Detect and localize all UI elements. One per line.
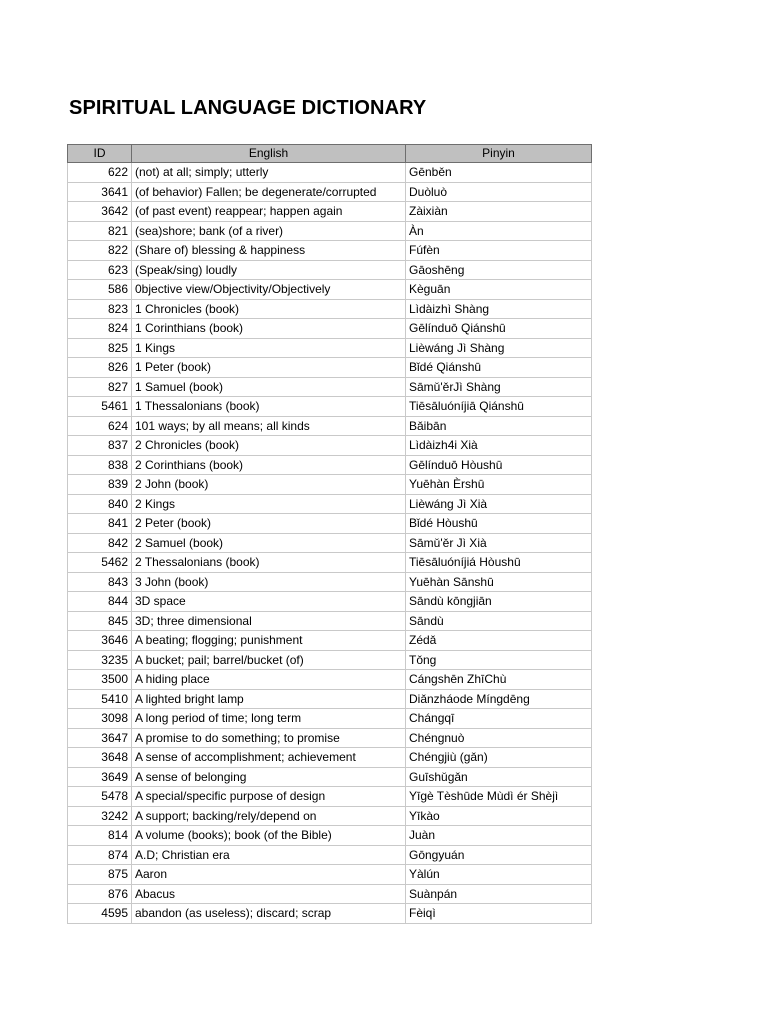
cell-id: 845 bbox=[68, 611, 132, 631]
cell-pinyin: Bǎibān bbox=[406, 416, 592, 436]
table-row bbox=[68, 748, 592, 768]
cell-pinyin: Diǎnzháode Míngdēng bbox=[406, 689, 592, 709]
cell-english: A.D; Christian era bbox=[132, 845, 406, 865]
table-row bbox=[68, 904, 592, 924]
cell-pinyin: Gōngyuán bbox=[406, 845, 592, 865]
table-row bbox=[68, 689, 592, 709]
header-english: English bbox=[132, 145, 406, 163]
cell-id: 3500 bbox=[68, 670, 132, 690]
cell-id: 824 bbox=[68, 319, 132, 339]
table-row bbox=[68, 670, 592, 690]
cell-pinyin: Àn bbox=[406, 221, 592, 241]
cell-pinyin: Sāndù bbox=[406, 611, 592, 631]
cell-id: 843 bbox=[68, 572, 132, 592]
cell-pinyin: Sāmǔ'ěr Jì Xià bbox=[406, 533, 592, 553]
cell-id: 842 bbox=[68, 533, 132, 553]
table-row bbox=[68, 572, 592, 592]
cell-id: 3642 bbox=[68, 202, 132, 222]
cell-english: A sense of accomplishment; achievement bbox=[132, 748, 406, 768]
cell-pinyin: Zàixiàn bbox=[406, 202, 592, 222]
cell-english: (not) at all; simply; utterly bbox=[132, 163, 406, 183]
cell-id: 821 bbox=[68, 221, 132, 241]
cell-id: 823 bbox=[68, 299, 132, 319]
cell-pinyin: Yuēhàn Èrshū bbox=[406, 475, 592, 495]
cell-pinyin: Gēnběn bbox=[406, 163, 592, 183]
cell-english: 2 John (book) bbox=[132, 475, 406, 495]
header-pinyin: Pinyin bbox=[406, 145, 592, 163]
cell-english: 2 Peter (book) bbox=[132, 514, 406, 534]
cell-english: 2 Kings bbox=[132, 494, 406, 514]
cell-pinyin: Bǐdé Qiánshū bbox=[406, 358, 592, 378]
cell-english: abandon (as useless); discard; scrap bbox=[132, 904, 406, 924]
cell-english: A hiding place bbox=[132, 670, 406, 690]
cell-id: 838 bbox=[68, 455, 132, 475]
cell-pinyin: Lièwáng Jì Shàng bbox=[406, 338, 592, 358]
cell-id: 624 bbox=[68, 416, 132, 436]
cell-english: 2 Samuel (book) bbox=[132, 533, 406, 553]
cell-pinyin: Zédǎ bbox=[406, 631, 592, 651]
cell-pinyin: Yīkào bbox=[406, 806, 592, 826]
cell-pinyin: Chángqī bbox=[406, 709, 592, 729]
cell-pinyin: Suànpán bbox=[406, 884, 592, 904]
cell-id: 3647 bbox=[68, 728, 132, 748]
table-row bbox=[68, 319, 592, 339]
cell-english: 2 Thessalonians (book) bbox=[132, 553, 406, 573]
cell-pinyin: Gēlínduō Hòushū bbox=[406, 455, 592, 475]
table-row bbox=[68, 611, 592, 631]
cell-pinyin: Kèguān bbox=[406, 280, 592, 300]
cell-pinyin: Juàn bbox=[406, 826, 592, 846]
table-row bbox=[68, 787, 592, 807]
cell-id: 822 bbox=[68, 241, 132, 261]
cell-id: 3641 bbox=[68, 182, 132, 202]
table-row bbox=[68, 416, 592, 436]
cell-id: 622 bbox=[68, 163, 132, 183]
table-row bbox=[68, 592, 592, 612]
table-row bbox=[68, 884, 592, 904]
table-row bbox=[68, 845, 592, 865]
table-row bbox=[68, 202, 592, 222]
cell-english: (of past event) reappear; happen again bbox=[132, 202, 406, 222]
cell-id: 874 bbox=[68, 845, 132, 865]
cell-english: 1 Thessalonians (book) bbox=[132, 397, 406, 417]
cell-english: A long period of time; long term bbox=[132, 709, 406, 729]
table-row bbox=[68, 163, 592, 183]
table-row bbox=[68, 709, 592, 729]
cell-id: 839 bbox=[68, 475, 132, 495]
cell-id: 827 bbox=[68, 377, 132, 397]
dictionary-table bbox=[67, 144, 592, 924]
table-row bbox=[68, 767, 592, 787]
cell-english: 1 Kings bbox=[132, 338, 406, 358]
cell-english: 3D; three dimensional bbox=[132, 611, 406, 631]
table-row bbox=[68, 397, 592, 417]
cell-english: A bucket; pail; barrel/bucket (of) bbox=[132, 650, 406, 670]
cell-pinyin: Duòluò bbox=[406, 182, 592, 202]
table-row bbox=[68, 299, 592, 319]
cell-id: 844 bbox=[68, 592, 132, 612]
cell-english: Aaron bbox=[132, 865, 406, 885]
cell-pinyin: Guīshǔgǎn bbox=[406, 767, 592, 787]
cell-english: 1 Samuel (book) bbox=[132, 377, 406, 397]
cell-pinyin: Fèiqì bbox=[406, 904, 592, 924]
cell-english: 3D space bbox=[132, 592, 406, 612]
table-row bbox=[68, 436, 592, 456]
cell-english: A support; backing/rely/depend on bbox=[132, 806, 406, 826]
cell-id: 825 bbox=[68, 338, 132, 358]
cell-pinyin: Gāoshēng bbox=[406, 260, 592, 280]
table-header-row bbox=[68, 145, 592, 163]
cell-english: 3 John (book) bbox=[132, 572, 406, 592]
cell-english: 0bjective view/Objectivity/Objectively bbox=[132, 280, 406, 300]
cell-pinyin: Bǐdé Hòushū bbox=[406, 514, 592, 534]
cell-pinyin: Sāmǔ'ěrJì Shàng bbox=[406, 377, 592, 397]
cell-pinyin: Yīgè Tèshūde Mùdì ér Shèjì bbox=[406, 787, 592, 807]
table-row bbox=[68, 826, 592, 846]
cell-pinyin: Lìdàizh4i Xià bbox=[406, 436, 592, 456]
cell-english: A promise to do something; to promise bbox=[132, 728, 406, 748]
cell-id: 5410 bbox=[68, 689, 132, 709]
cell-english: A volume (books); book (of the Bible) bbox=[132, 826, 406, 846]
cell-id: 5462 bbox=[68, 553, 132, 573]
cell-english: 1 Corinthians (book) bbox=[132, 319, 406, 339]
cell-english: (Share of) blessing & happiness bbox=[132, 241, 406, 261]
cell-id: 3235 bbox=[68, 650, 132, 670]
cell-id: 3648 bbox=[68, 748, 132, 768]
cell-english: 101 ways; by all means; all kinds bbox=[132, 416, 406, 436]
table-row bbox=[68, 280, 592, 300]
cell-pinyin: Chéngjiù (gǎn) bbox=[406, 748, 592, 768]
table-row bbox=[68, 455, 592, 475]
table-row bbox=[68, 631, 592, 651]
cell-id: 4595 bbox=[68, 904, 132, 924]
table-row bbox=[68, 728, 592, 748]
cell-english: 1 Chronicles (book) bbox=[132, 299, 406, 319]
document-title: SPIRITUAL LANGUAGE DICTIONARY bbox=[69, 97, 427, 119]
cell-english: A sense of belonging bbox=[132, 767, 406, 787]
table-row bbox=[68, 650, 592, 670]
cell-id: 3649 bbox=[68, 767, 132, 787]
table-row bbox=[68, 865, 592, 885]
table-row bbox=[68, 260, 592, 280]
cell-id: 586 bbox=[68, 280, 132, 300]
cell-id: 875 bbox=[68, 865, 132, 885]
header-id: ID bbox=[68, 145, 132, 163]
table-row bbox=[68, 533, 592, 553]
table-row bbox=[68, 241, 592, 261]
cell-pinyin: Chéngnuò bbox=[406, 728, 592, 748]
table-row bbox=[68, 182, 592, 202]
table-row bbox=[68, 358, 592, 378]
cell-id: 840 bbox=[68, 494, 132, 514]
table-row bbox=[68, 338, 592, 358]
cell-id: 837 bbox=[68, 436, 132, 456]
cell-id: 3098 bbox=[68, 709, 132, 729]
cell-id: 5461 bbox=[68, 397, 132, 417]
cell-pinyin: Lièwáng Jì Xià bbox=[406, 494, 592, 514]
cell-english: A beating; flogging; punishment bbox=[132, 631, 406, 651]
cell-english: 2 Chronicles (book) bbox=[132, 436, 406, 456]
cell-english: 2 Corinthians (book) bbox=[132, 455, 406, 475]
cell-english: A lighted bright lamp bbox=[132, 689, 406, 709]
cell-pinyin: Cángshēn ZhīChù bbox=[406, 670, 592, 690]
cell-pinyin: Tiēsāluóníjiá Hòushū bbox=[406, 553, 592, 573]
cell-english: 1 Peter (book) bbox=[132, 358, 406, 378]
table-row bbox=[68, 553, 592, 573]
cell-pinyin: Yàlún bbox=[406, 865, 592, 885]
cell-id: 623 bbox=[68, 260, 132, 280]
cell-pinyin: Yuēhàn Sānshū bbox=[406, 572, 592, 592]
cell-pinyin: Fúfèn bbox=[406, 241, 592, 261]
cell-pinyin: Tiēsāluóníjiā Qiánshū bbox=[406, 397, 592, 417]
table-row bbox=[68, 806, 592, 826]
cell-english: A special/specific purpose of design bbox=[132, 787, 406, 807]
table-row bbox=[68, 475, 592, 495]
table-body bbox=[68, 163, 592, 924]
cell-pinyin: Sāndù kōngjiān bbox=[406, 592, 592, 612]
cell-pinyin: Tǒng bbox=[406, 650, 592, 670]
cell-id: 826 bbox=[68, 358, 132, 378]
cell-id: 3646 bbox=[68, 631, 132, 651]
cell-english: Abacus bbox=[132, 884, 406, 904]
cell-pinyin: Gēlínduō Qiánshū bbox=[406, 319, 592, 339]
table-row bbox=[68, 377, 592, 397]
table-row bbox=[68, 221, 592, 241]
cell-english: (sea)shore; bank (of a river) bbox=[132, 221, 406, 241]
table-row bbox=[68, 494, 592, 514]
cell-id: 814 bbox=[68, 826, 132, 846]
cell-pinyin: Lìdàizhì Shàng bbox=[406, 299, 592, 319]
cell-id: 841 bbox=[68, 514, 132, 534]
cell-id: 3242 bbox=[68, 806, 132, 826]
cell-english: (Speak/sing) loudly bbox=[132, 260, 406, 280]
cell-english: (of behavior) Fallen; be degenerate/corrupted bbox=[132, 182, 406, 202]
table-row bbox=[68, 514, 592, 534]
cell-id: 876 bbox=[68, 884, 132, 904]
cell-id: 5478 bbox=[68, 787, 132, 807]
